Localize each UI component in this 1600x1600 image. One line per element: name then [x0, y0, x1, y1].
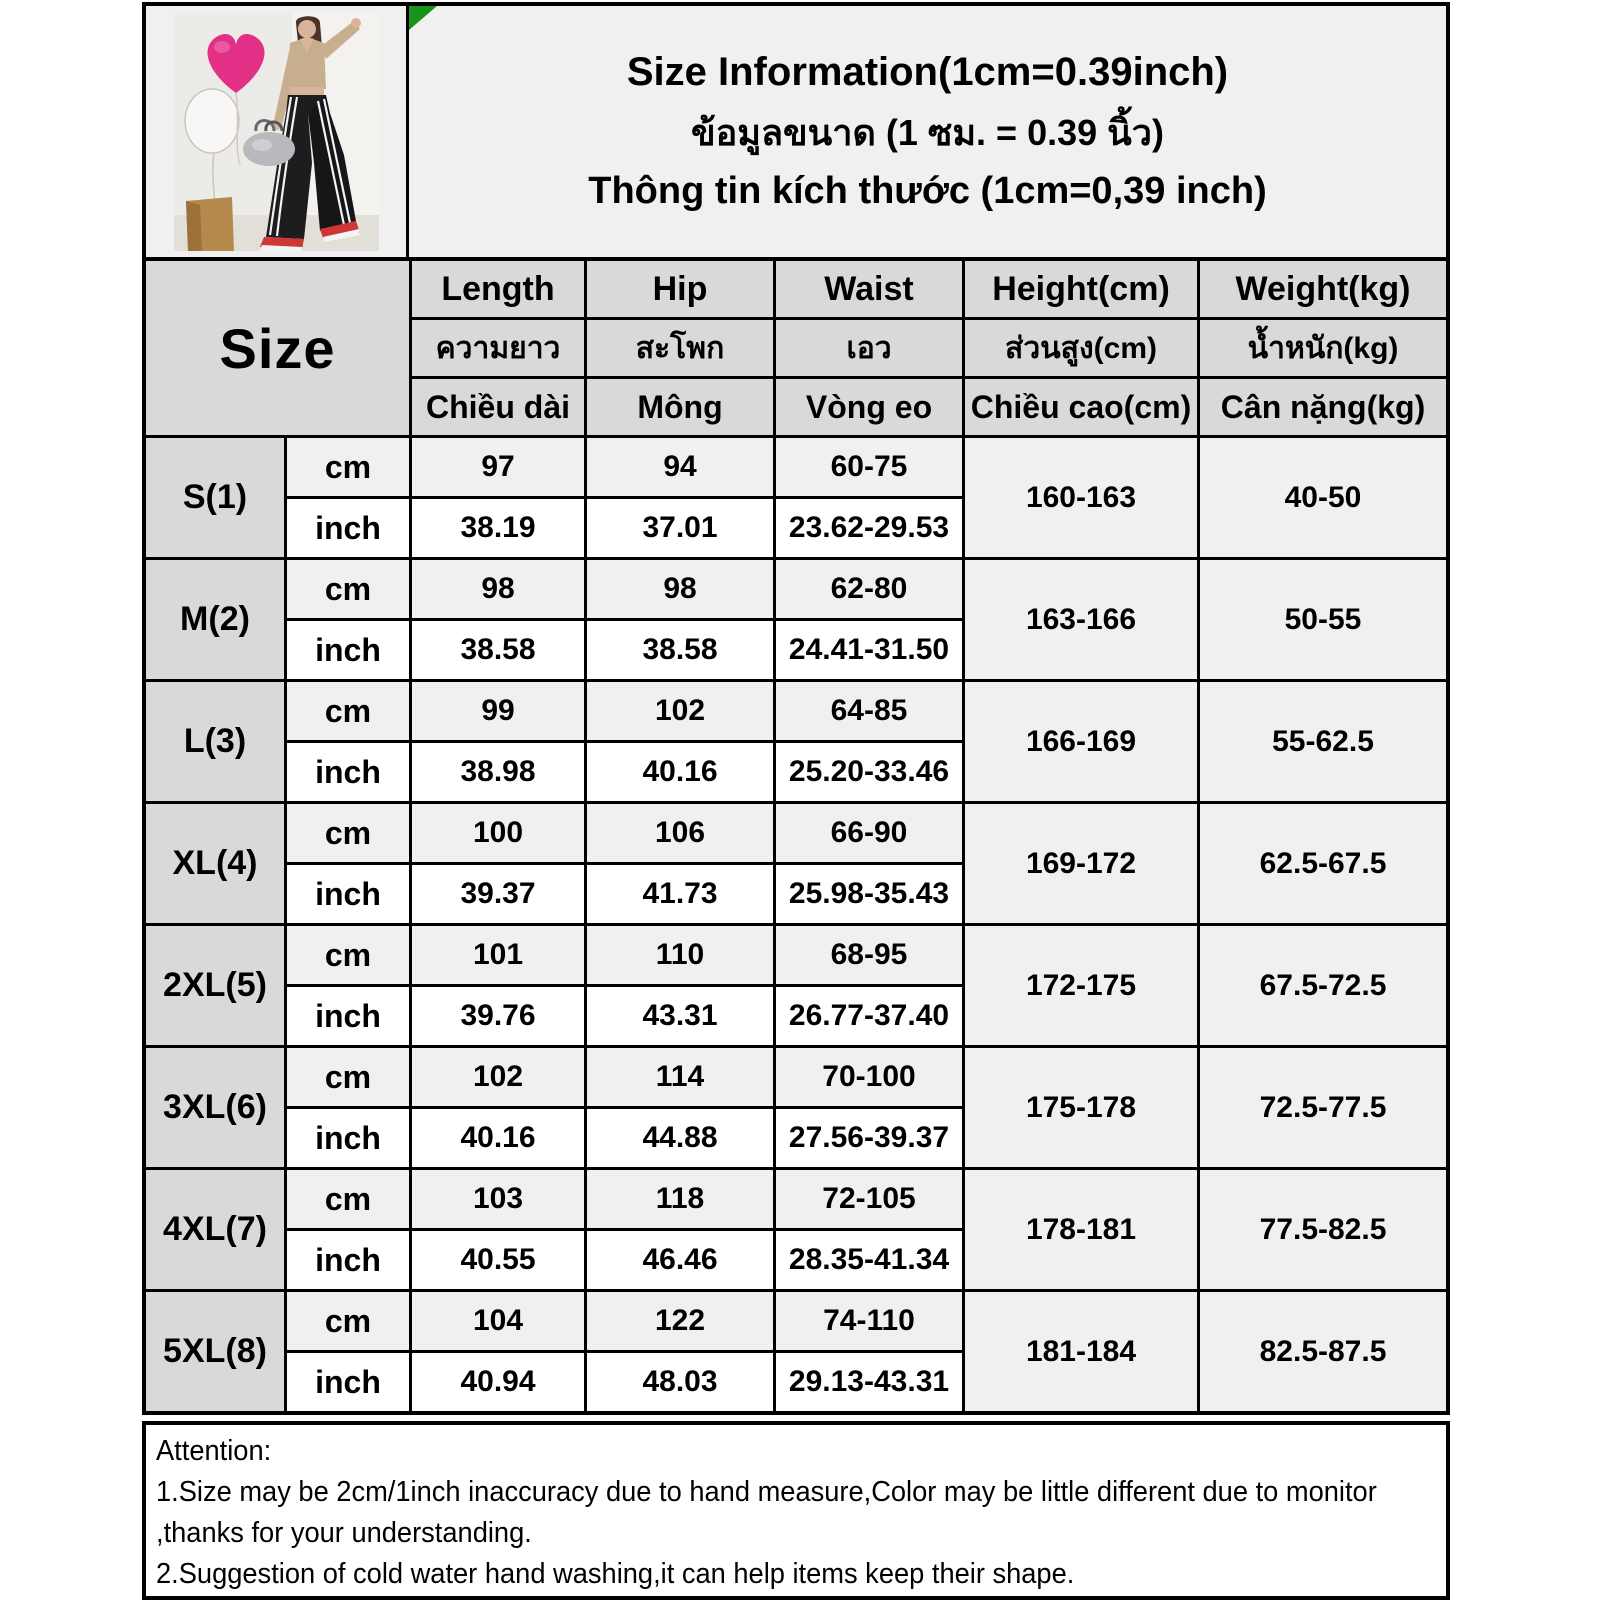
- unit-cm: cm: [287, 438, 409, 496]
- length-cm: 99: [412, 682, 584, 740]
- col-header-weight-en: Weight(kg): [1200, 261, 1446, 317]
- product-photo: [146, 6, 409, 257]
- size-label: S(1): [146, 438, 284, 557]
- waist-inch: 25.20-33.46: [776, 743, 962, 801]
- waist-cm: 68-95: [776, 926, 962, 984]
- unit-inch: inch: [287, 1231, 409, 1289]
- waist-cm: 64-85: [776, 682, 962, 740]
- length-cm: 101: [412, 926, 584, 984]
- height-range: 166-169: [965, 682, 1197, 801]
- col-header-length-th: ความยาว: [412, 320, 584, 376]
- unit-inch: inch: [287, 865, 409, 923]
- attention-box: [142, 1421, 1450, 1600]
- title-cell: [409, 6, 1446, 257]
- waist-cm: 72-105: [776, 1170, 962, 1228]
- length-inch: 40.55: [412, 1231, 584, 1289]
- waist-cm: 66-90: [776, 804, 962, 862]
- unit-cm: cm: [287, 560, 409, 618]
- waist-inch: 24.41-31.50: [776, 621, 962, 679]
- waist-inch: 26.77-37.40: [776, 987, 962, 1045]
- waist-inch: 29.13-43.31: [776, 1353, 962, 1411]
- weight-range: 62.5-67.5: [1200, 804, 1446, 923]
- length-inch: 40.94: [412, 1353, 584, 1411]
- length-inch: 40.16: [412, 1109, 584, 1167]
- waist-inch: 28.35-41.34: [776, 1231, 962, 1289]
- col-header-waist-en: Waist: [776, 261, 962, 317]
- hip-inch: 46.46: [587, 1231, 773, 1289]
- hip-inch: 40.16: [587, 743, 773, 801]
- hip-inch: 44.88: [587, 1109, 773, 1167]
- col-header-weight-th: น้ำหนัก(kg): [1200, 320, 1446, 376]
- top-row: [142, 2, 1450, 261]
- waist: [290, 87, 324, 95]
- height-range: 178-181: [965, 1170, 1197, 1289]
- hip-cm: 106: [587, 804, 773, 862]
- attention-line-1: 1.Size may be 2cm/1inch inaccuracy due to hand measure,Color may be little different due to monitor: [156, 1476, 1377, 1508]
- hip-cm: 114: [587, 1048, 773, 1106]
- waist-inch: 27.56-39.37: [776, 1109, 962, 1167]
- unit-inch: inch: [287, 743, 409, 801]
- weight-range: 40-50: [1200, 438, 1446, 557]
- height-range: 160-163: [965, 438, 1197, 557]
- col-header-height-vi: Chiều cao(cm): [965, 379, 1197, 435]
- length-cm: 104: [412, 1292, 584, 1350]
- weight-range: 50-55: [1200, 560, 1446, 679]
- unit-cm: cm: [287, 1048, 409, 1106]
- length-inch: 39.76: [412, 987, 584, 1045]
- head: [298, 20, 316, 38]
- size-label: M(2): [146, 560, 284, 679]
- length-cm: 103: [412, 1170, 584, 1228]
- unit-cm: cm: [287, 1292, 409, 1350]
- unit-inch: inch: [287, 621, 409, 679]
- green-corner-marker: [409, 6, 437, 30]
- unit-inch: inch: [287, 1353, 409, 1411]
- col-header-length-vi: Chiều dài: [412, 379, 584, 435]
- title-thai: ข้อมูลขนาด (1 ซม. = 0.39 นิ้ว): [691, 112, 1164, 153]
- height-range: 163-166: [965, 560, 1197, 679]
- length-cm: 98: [412, 560, 584, 618]
- unit-cm: cm: [287, 682, 409, 740]
- col-header-hip-vi: Mông: [587, 379, 773, 435]
- attention-line-3: 2.Suggestion of cold water hand washing,it can help items keep their shape.: [156, 1558, 1075, 1590]
- col-header-waist-th: เอว: [776, 320, 962, 376]
- unit-inch: inch: [287, 499, 409, 557]
- hip-cm: 102: [587, 682, 773, 740]
- attention-line-2: ,thanks for your understanding.: [156, 1517, 532, 1549]
- col-header-weight-vi: Cân nặng(kg): [1200, 379, 1446, 435]
- hip-inch: 38.58: [587, 621, 773, 679]
- length-inch: 38.98: [412, 743, 584, 801]
- size-label: 3XL(6): [146, 1048, 284, 1167]
- hip-inch: 37.01: [587, 499, 773, 557]
- col-header-length-en: Length: [412, 261, 584, 317]
- title-english: Size Information(1cm=0.39inch): [626, 50, 1229, 94]
- size-label: 2XL(5): [146, 926, 284, 1045]
- waist-inch: 23.62-29.53: [776, 499, 962, 557]
- hip-inch: 43.31: [587, 987, 773, 1045]
- weight-range: 77.5-82.5: [1200, 1170, 1446, 1289]
- unit-cm: cm: [287, 926, 409, 984]
- attention-heading: Attention:: [156, 1435, 272, 1467]
- waist-cm: 62-80: [776, 560, 962, 618]
- size-label: 5XL(8): [146, 1292, 284, 1411]
- waist-cm: 60-75: [776, 438, 962, 496]
- col-header-waist-vi: Vòng eo: [776, 379, 962, 435]
- waist-cm: 70-100: [776, 1048, 962, 1106]
- height-range: 181-184: [965, 1292, 1197, 1411]
- size-label: L(3): [146, 682, 284, 801]
- height-range: 169-172: [965, 804, 1197, 923]
- unit-cm: cm: [287, 804, 409, 862]
- hip-inch: 41.73: [587, 865, 773, 923]
- length-inch: 38.19: [412, 499, 584, 557]
- weight-range: 67.5-72.5: [1200, 926, 1446, 1045]
- col-header-height-en: Height(cm): [965, 261, 1197, 317]
- unit-inch: inch: [287, 987, 409, 1045]
- length-cm: 97: [412, 438, 584, 496]
- hip-cm: 122: [587, 1292, 773, 1350]
- waist-inch: 25.98-35.43: [776, 865, 962, 923]
- hip-inch: 48.03: [587, 1353, 773, 1411]
- col-header-hip-en: Hip: [587, 261, 773, 317]
- waist-cm: 74-110: [776, 1292, 962, 1350]
- length-inch: 38.58: [412, 621, 584, 679]
- height-range: 175-178: [965, 1048, 1197, 1167]
- weight-range: 55-62.5: [1200, 682, 1446, 801]
- size-header: Size: [146, 261, 409, 435]
- hip-cm: 94: [587, 438, 773, 496]
- paper-bag: [186, 197, 234, 251]
- height-range: 172-175: [965, 926, 1197, 1045]
- length-cm: 100: [412, 804, 584, 862]
- size-label: XL(4): [146, 804, 284, 923]
- hip-cm: 118: [587, 1170, 773, 1228]
- size-label: 4XL(7): [146, 1170, 284, 1289]
- length-inch: 39.37: [412, 865, 584, 923]
- hip-cm: 110: [587, 926, 773, 984]
- title-vietnamese: Thông tin kích thước (1cm=0,39 inch): [588, 170, 1267, 212]
- weight-range: 72.5-77.5: [1200, 1048, 1446, 1167]
- product-photo-illustration: [174, 13, 379, 251]
- unit-cm: cm: [287, 1170, 409, 1228]
- length-cm: 102: [412, 1048, 584, 1106]
- weight-range: 82.5-87.5: [1200, 1292, 1446, 1411]
- unit-inch: inch: [287, 1109, 409, 1167]
- hip-cm: 98: [587, 560, 773, 618]
- col-header-height-th: ส่วนสูง(cm): [965, 320, 1197, 376]
- size-chart-page: [142, 2, 1450, 1600]
- col-header-hip-th: สะโพก: [587, 320, 773, 376]
- size-table: [142, 257, 1450, 1415]
